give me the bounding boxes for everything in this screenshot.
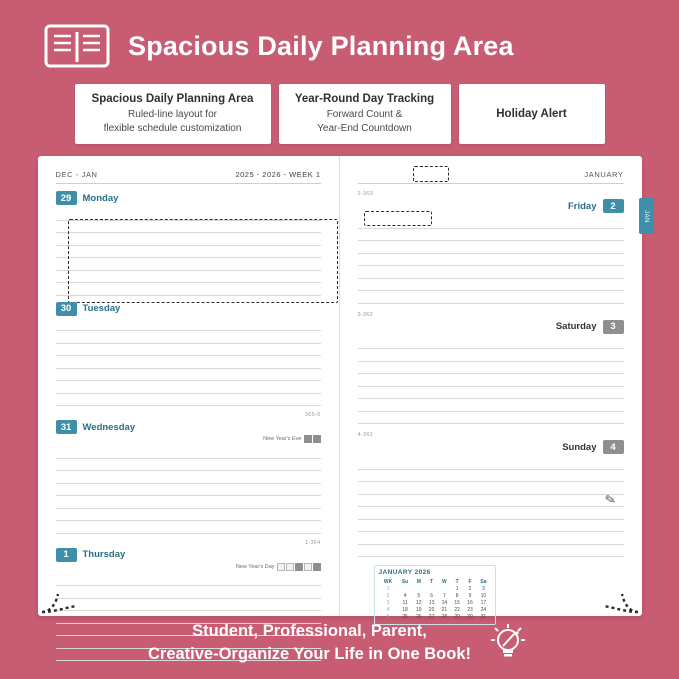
mini-calendar-title: JANUARY 2026	[378, 569, 431, 577]
day-count-code: 4-361	[357, 432, 374, 439]
day-name: Saturday	[555, 321, 597, 333]
date-cell: 3	[482, 585, 485, 592]
date-cell: 18	[402, 606, 408, 613]
date-cell: 27	[428, 613, 435, 620]
week-number-cell: 2	[386, 592, 390, 599]
day-count-code: 3-362	[357, 311, 374, 318]
callout-subtitle: Ruled-line layout for flexible schedule customization	[103, 109, 242, 134]
week-number-cell: 5	[386, 613, 390, 620]
date-cell	[412, 585, 425, 592]
week-number-cell: 1	[386, 585, 390, 592]
open-book-icon	[44, 22, 110, 70]
mini-calendar-header-cell: Sa	[480, 578, 487, 585]
page-corner-decoration-right	[602, 590, 640, 614]
page-title: Spacious Daily Planning Area	[128, 30, 514, 61]
date-cell: 19	[416, 606, 422, 613]
day-entry-friday	[358, 199, 624, 213]
date-cell: 4	[403, 592, 407, 599]
writing-lines-sunday	[358, 457, 624, 557]
lightbulb-pencil-icon	[485, 622, 531, 664]
date-cell: 2	[468, 585, 472, 592]
day-name: Thursday	[82, 549, 126, 561]
date-cell: 1	[455, 585, 459, 592]
writing-lines-friday	[358, 216, 624, 304]
date-cell: 6	[430, 592, 433, 599]
date-cell: 15	[454, 599, 460, 606]
day-entry-wednesday	[56, 420, 321, 434]
holiday-label: New Year's Day	[235, 563, 275, 570]
mini-calendar-table	[379, 578, 491, 620]
date-cell: 21	[441, 606, 448, 613]
month-side-tab[interactable]: JAN	[639, 198, 654, 234]
mini-calendar-header-cell: WK	[383, 578, 393, 585]
date-cell: 11	[402, 599, 408, 606]
holiday-marker-boxes	[277, 563, 321, 571]
date-cell: 23	[467, 606, 473, 613]
date-cell: 24	[480, 606, 487, 613]
mini-calendar-header-cell: W	[442, 578, 447, 585]
header	[0, 0, 679, 76]
holiday-marker-boxes	[304, 435, 321, 443]
holiday-alert-thursday	[56, 563, 321, 571]
date-cell: 30	[467, 613, 473, 620]
mini-calendar-week-row	[379, 599, 491, 606]
mini-calendar-week-row	[379, 606, 491, 613]
day-number-badge: 3	[603, 320, 624, 334]
footer-line-1: Student, Professional, Parent,	[192, 622, 427, 641]
callout-subtitle: Forward Count & Year-End Countdown	[317, 109, 412, 134]
date-cell: 9	[468, 592, 472, 599]
callout-spacious-daily	[75, 84, 271, 144]
mini-calendar-week-row	[379, 613, 491, 620]
date-cell: 25	[402, 613, 408, 620]
date-cell: 28	[441, 613, 448, 620]
date-cell: 7	[442, 592, 446, 599]
left-month-range: DEC - JAN	[55, 170, 98, 180]
date-cell: 16	[467, 599, 473, 606]
day-name: Sunday	[562, 441, 597, 453]
day-entry-sunday	[358, 440, 624, 454]
pen-doodle-icon: ✎	[603, 491, 617, 509]
date-cell: 17	[480, 599, 487, 606]
date-cell: 29	[454, 613, 460, 620]
planner-spread	[38, 156, 649, 620]
week-label: 2025 - 2026 - WEEK 1	[235, 170, 320, 179]
date-cell: 5	[417, 592, 421, 599]
date-cell: 22	[454, 606, 460, 613]
day-number-badge: 1	[56, 548, 77, 562]
day-entry-saturday	[358, 320, 624, 334]
date-cell: 20	[428, 606, 435, 613]
day-count-code: 2-363	[357, 191, 374, 198]
footer	[0, 620, 679, 665]
callout-title: Spacious Daily Planning Area	[91, 93, 254, 105]
writing-lines-monday	[56, 208, 321, 296]
holiday-alert-wednesday	[56, 435, 321, 443]
day-number-badge: 31	[56, 420, 77, 434]
day-count-code: 1-364	[304, 539, 321, 546]
mini-calendar-header-cell: T	[455, 578, 459, 585]
writing-lines-wednesday	[56, 446, 321, 534]
day-entry-monday	[56, 191, 321, 205]
day-number-badge: 2	[603, 199, 624, 213]
planner-right-page	[340, 156, 649, 620]
day-entry-tuesday	[56, 302, 321, 316]
date-cell	[438, 585, 451, 592]
left-page-header	[56, 170, 321, 184]
holiday-label: New Year's Eve	[263, 436, 302, 443]
date-cell: 8	[455, 592, 459, 599]
footer-line-2: Creative-Organize Your Life in One Book!	[147, 644, 472, 663]
mini-calendar-week-row	[379, 585, 491, 592]
day-name: Tuesday	[82, 303, 121, 315]
mini-calendar-header-row	[379, 578, 491, 585]
right-page-header	[358, 170, 624, 184]
date-cell: 10	[480, 592, 487, 599]
mini-calendar-week-row	[379, 592, 491, 599]
callout-row	[0, 76, 679, 144]
page-corner-decoration-left	[40, 590, 78, 614]
date-cell: 31	[480, 613, 487, 620]
mini-calendar	[374, 565, 496, 625]
day-name: Monday	[82, 192, 119, 204]
date-cell: 13	[428, 599, 435, 606]
date-cell	[425, 585, 438, 592]
callout-title: Holiday Alert	[496, 107, 567, 120]
writing-lines-tuesday	[56, 319, 321, 407]
callout-day-tracking	[279, 84, 451, 144]
planner-left-page	[38, 156, 340, 616]
day-number-badge: 29	[56, 191, 77, 205]
mini-calendar-header-cell: T	[430, 578, 434, 585]
callout-holiday-alert	[459, 84, 605, 144]
callout-title: Year-Round Day Tracking	[294, 93, 435, 105]
day-count-code: 365-0	[304, 412, 321, 419]
writing-lines-saturday	[358, 337, 624, 425]
mini-calendar-header-cell: F	[468, 578, 472, 585]
day-entry-thursday	[56, 548, 321, 562]
week-number-cell: 4	[386, 606, 390, 613]
right-month-label: JANUARY	[584, 170, 624, 180]
day-name: Friday	[567, 200, 597, 212]
day-number-badge: 4	[603, 440, 624, 454]
footer-tagline	[148, 620, 471, 665]
date-cell	[398, 585, 413, 592]
date-cell: 26	[416, 613, 422, 620]
mini-calendar-header-cell: M	[416, 578, 421, 585]
week-number-cell: 3	[386, 599, 390, 606]
day-name: Wednesday	[82, 421, 136, 433]
date-cell: 14	[441, 599, 448, 606]
day-number-badge: 30	[56, 302, 77, 316]
date-cell: 12	[416, 599, 422, 606]
mini-calendar-header-cell: Su	[401, 578, 409, 585]
